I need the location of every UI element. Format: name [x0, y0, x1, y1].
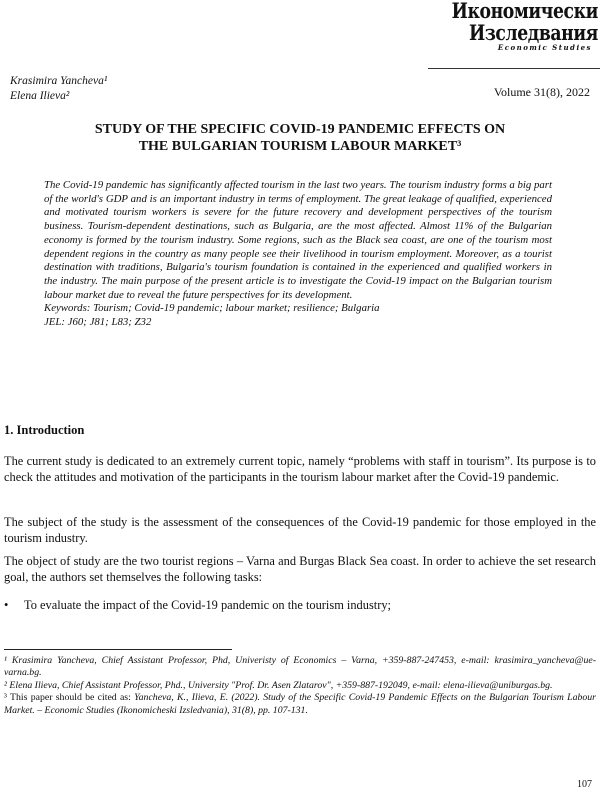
footnotes	[4, 655, 596, 717]
footnote-2: ² Elena Ilieva, Chief Assistant Professor, Phd., University "Prof. Dr. Asen Zlatarov", +359-887-192049, e-mail: elena-ilieva@uniburgas.bg.	[4, 679, 553, 691]
logo-line-1: Икономически	[451, 0, 598, 23]
page-number: 107	[577, 779, 592, 790]
body-paragraph: The subject of the study is the assessment of the consequences of the Covid-19 pandemic for those employed in the tourism industry.	[4, 515, 596, 545]
author-name: Krasimira Yancheva¹	[10, 75, 108, 87]
title-line-1: STUDY OF THE SPECIFIC COVID-19 PANDEMIC EFFECTS ON	[94, 122, 506, 137]
volume-info: Volume 31(8), 2022	[493, 85, 590, 99]
paper-title	[10, 121, 590, 155]
body-paragraph: The current study is dedicated to an extremely current topic, namely “problems with staff in tourism”. Its purpose is to check the attitudes and motivation of the participants in the tourism labour market after the Covid-19 pandemic.	[4, 454, 596, 484]
logo-divider	[428, 68, 600, 69]
author-name: Elena Ilieva²	[10, 90, 70, 102]
footnote-3-citation: Yancheva, K., Ilieva, E. (2022). Study of the Specific Covid-19 Pandemic Effects on the Bulgarian Tourism Labour Market. – Economic Studies (Ikonomicheski Izsledvania), 31(8), pp. 107-131.	[4, 692, 596, 716]
footnote-1: ¹ Krasimira Yancheva, Chief Assistant Professor, Phd, Univeristy of Economics – Varna, +359-887-247453, e-mail: krasimira_yancheva@ue-varna.bg.	[4, 655, 596, 679]
abstract-text: The Covid-19 pandemic has significantly affected tourism in the last two years. The tourism industry forms a big part of the world's GDP and is an important industry in terms of employment. The great leakage of qualified, experienced and motivated tourism workers is severe for the future recovery and development perspectives of the tourism business. Tourism-dependent destinations, such as Bulgaria, are the most affected. Almost 11% of the Bulgarian economy is formed by the tourism industry. Some regions, such as the Black sea coast, are one of the tourism most dependent regions in the country as many people see their livelihood in tourism employment. Moreover, as a tourist destination with traditions, Bulgaria's tourism foundation is contained in the experienced and qualified workers in the industry. The main purpose of the present article is to investigate the Covid-19 impact on the Bulgarian tourism labour market due to reveal the future perspectives for its development.	[44, 179, 552, 301]
keywords: Keywords: Tourism; Covid-19 pandemic; labour market; resilience; Bulgaria	[44, 302, 380, 315]
jel-codes: JEL: J60; J81; L83; Z32	[44, 316, 152, 329]
logo-line-2: Изследвания	[468, 20, 598, 45]
section-heading: 1. Introduction	[4, 423, 85, 437]
list-item-text: To evaluate the impact of the Covid-19 pandemic on the tourism industry;	[24, 598, 391, 612]
title-line-2: THE BULGARIAN TOURISM LABOUR MARKET³	[138, 139, 462, 154]
bullet-icon: •	[4, 598, 9, 612]
abstract	[44, 179, 552, 330]
author-list	[10, 74, 107, 104]
journal-logo	[398, 0, 598, 53]
footnote-3-prefix: ³ This paper should be cited as:	[4, 692, 135, 704]
logo-line-3: Economic Studies	[497, 43, 592, 52]
body-paragraph: The object of study are the two tourist regions – Varna and Burgas Black Sea coast. In order to achieve the set research goal, the authors set themselves the following tasks:	[4, 554, 596, 584]
list-item	[4, 598, 391, 614]
footnote-divider	[4, 649, 232, 650]
footnote-3	[4, 692, 596, 717]
